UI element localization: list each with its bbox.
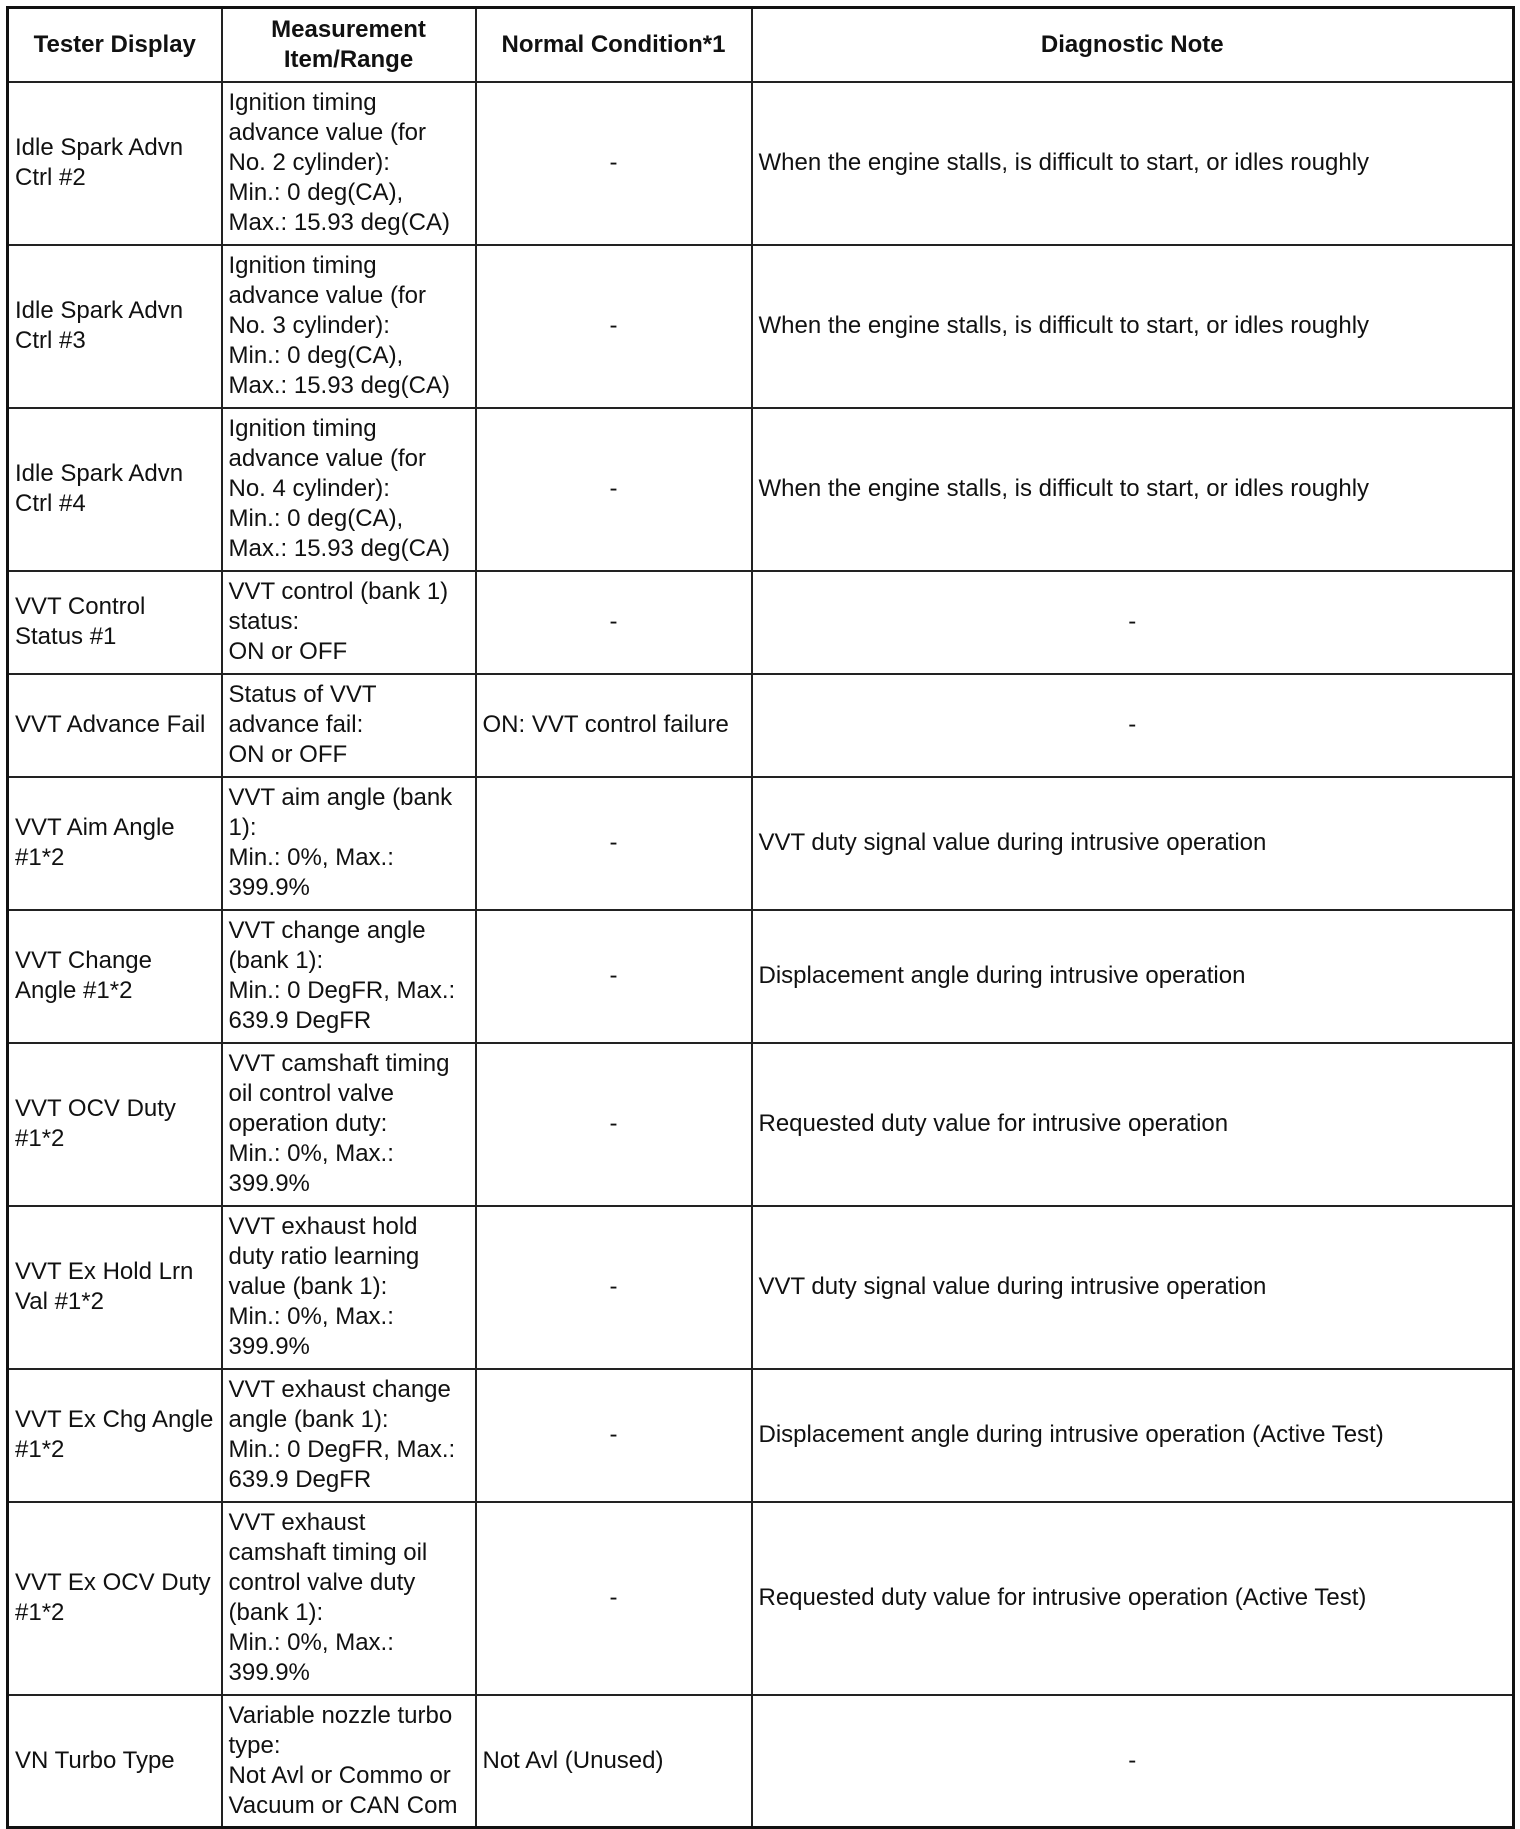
diagnostic-note-cell: VVT duty signal value during intrusive operation [752, 1206, 1514, 1369]
diagnostic-note-cell: When the engine stalls, is difficult to start, or idles roughly [752, 408, 1514, 571]
tester-display-cell: VVT Aim Angle #1*2 [8, 777, 222, 910]
normal-condition-cell: - [476, 1502, 752, 1695]
normal-condition-cell: ON: VVT control failure [476, 674, 752, 777]
normal-condition-cell: - [476, 82, 752, 245]
header-row [8, 8, 1514, 82]
table-row [8, 674, 1514, 777]
tester-display-cell: VN Turbo Type [8, 1695, 222, 1828]
diagnostic-note-cell: Displacement angle during intrusive operation (Active Test) [752, 1369, 1514, 1502]
diagnostic-note-cell: - [752, 571, 1514, 674]
measurement-cell: VVT exhaust camshaft timing oil control valve duty (bank 1): Min.: 0%, Max.: 399.9% [222, 1502, 476, 1695]
table-row [8, 1206, 1514, 1369]
normal-condition-cell: - [476, 408, 752, 571]
table-row [8, 1695, 1514, 1828]
measurement-cell: Ignition timing advance value (for No. 4 cylinder): Min.: 0 deg(CA), Max.: 15.93 deg(CA) [222, 408, 476, 571]
table-row [8, 910, 1514, 1043]
table-row [8, 82, 1514, 245]
header-normal-condition: Normal Condition*1 [476, 8, 752, 82]
normal-condition-cell: - [476, 910, 752, 1043]
header-diagnostic-note: Diagnostic Note [752, 8, 1514, 82]
table-row [8, 1043, 1514, 1206]
table-row [8, 245, 1514, 408]
table-row [8, 408, 1514, 571]
table-row [8, 571, 1514, 674]
diagnostic-note-cell: Requested duty value for intrusive operation (Active Test) [752, 1502, 1514, 1695]
diagnostic-note-cell: When the engine stalls, is difficult to start, or idles roughly [752, 82, 1514, 245]
measurement-cell: VVT exhaust change angle (bank 1): Min.: 0 DegFR, Max.: 639.9 DegFR [222, 1369, 476, 1502]
tester-display-cell: VVT Ex Chg Angle #1*2 [8, 1369, 222, 1502]
diagnostic-note-cell: Requested duty value for intrusive operation [752, 1043, 1514, 1206]
normal-condition-cell: - [476, 1369, 752, 1502]
diagnostic-note-cell: - [752, 1695, 1514, 1828]
normal-condition-cell: - [476, 245, 752, 408]
measurement-cell: Status of VVT advance fail: ON or OFF [222, 674, 476, 777]
normal-condition-cell: - [476, 777, 752, 910]
tester-display-cell: VVT OCV Duty #1*2 [8, 1043, 222, 1206]
normal-condition-cell: - [476, 1206, 752, 1369]
tester-display-cell: VVT Ex Hold Lrn Val #1*2 [8, 1206, 222, 1369]
diagnostic-note-cell: When the engine stalls, is difficult to start, or idles roughly [752, 245, 1514, 408]
normal-condition-cell: Not Avl (Unused) [476, 1695, 752, 1828]
diagnostic-note-cell: VVT duty signal value during intrusive operation [752, 777, 1514, 910]
header-measurement: Measurement Item/Range [222, 8, 476, 82]
measurement-cell: Variable nozzle turbo type: Not Avl or Commo or Vacuum or CAN Com [222, 1695, 476, 1828]
diagnostic-note-cell: - [752, 674, 1514, 777]
measurement-cell: VVT control (bank 1) status: ON or OFF [222, 571, 476, 674]
tester-display-cell: VVT Ex OCV Duty #1*2 [8, 1502, 222, 1695]
measurement-cell: VVT exhaust hold duty ratio learning value (bank 1): Min.: 0%, Max.: 399.9% [222, 1206, 476, 1369]
measurement-cell: VVT camshaft timing oil control valve operation duty: Min.: 0%, Max.: 399.9% [222, 1043, 476, 1206]
data-list-table [6, 6, 1515, 1829]
tester-display-cell: Idle Spark Advn Ctrl #3 [8, 245, 222, 408]
table-row [8, 1502, 1514, 1695]
diagnostic-note-cell: Displacement angle during intrusive operation [752, 910, 1514, 1043]
normal-condition-cell: - [476, 1043, 752, 1206]
table-row [8, 1369, 1514, 1502]
table-row [8, 777, 1514, 910]
measurement-cell: VVT change angle (bank 1): Min.: 0 DegFR, Max.: 639.9 DegFR [222, 910, 476, 1043]
measurement-cell: VVT aim angle (bank 1): Min.: 0%, Max.: 399.9% [222, 777, 476, 910]
tester-display-cell: Idle Spark Advn Ctrl #4 [8, 408, 222, 571]
measurement-cell: Ignition timing advance value (for No. 2 cylinder): Min.: 0 deg(CA), Max.: 15.93 deg(CA) [222, 82, 476, 245]
header-tester-display: Tester Display [8, 8, 222, 82]
tester-display-cell: Idle Spark Advn Ctrl #2 [8, 82, 222, 245]
tester-display-cell: VVT Control Status #1 [8, 571, 222, 674]
tester-display-cell: VVT Advance Fail [8, 674, 222, 777]
normal-condition-cell: - [476, 571, 752, 674]
tester-display-cell: VVT Change Angle #1*2 [8, 910, 222, 1043]
measurement-cell: Ignition timing advance value (for No. 3 cylinder): Min.: 0 deg(CA), Max.: 15.93 deg(CA) [222, 245, 476, 408]
